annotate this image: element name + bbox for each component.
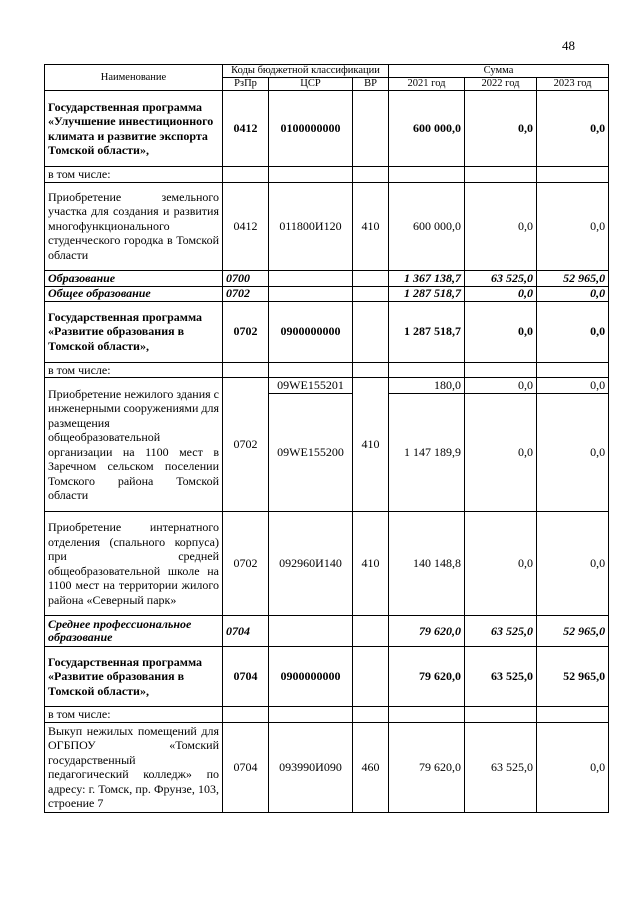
row-2022: 0,0 [465,378,537,394]
table-row-college [45,722,609,812]
table-row-vocational [45,616,609,647]
row-vr: 410 [353,378,389,512]
table-row-school-building [45,378,609,394]
row-2022: 0,0 [465,301,537,362]
row-rzpr: 0702 [223,286,269,301]
row-csr: 093990И090 [269,722,353,812]
row-name: в том числе: [45,707,223,723]
header-sum-group: Сумма [389,65,609,78]
header-2022: 2022 год [465,78,537,91]
row-csr: 0900000000 [269,647,353,707]
table-row-general-education [45,286,609,301]
table-row-gp-edu-1 [45,301,609,362]
header-rzpr: РзПр [223,78,269,91]
row-rzpr: 0412 [223,182,269,270]
table-row-gp-invest [45,91,609,167]
row-vr: 460 [353,722,389,812]
table-row-incl-2 [45,362,609,378]
row-vr: 410 [353,182,389,270]
row-name: в том числе: [45,362,223,378]
row-name: Приобретение земельного участка для создания и развития многофункционального студенческого городка в Томской области [45,182,223,270]
header-row-top [45,65,609,78]
row-2021: 1 367 138,7 [389,270,465,286]
row-rzpr: 0704 [223,616,269,647]
row-2023: 52 965,0 [537,647,609,707]
table-row-incl-3 [45,707,609,723]
row-name: Государственная программа «Развитие образования в Томской области», [45,301,223,362]
row-2021: 79 620,0 [389,647,465,707]
row-2021: 79 620,0 [389,722,465,812]
row-name: Среднее профессиональное образование [45,616,223,647]
row-2021: 600 000,0 [389,182,465,270]
row-2022: 63 525,0 [465,616,537,647]
header-vr: ВР [353,78,389,91]
page-number: 48 [562,38,575,53]
row-csr: 09WE155200 [269,394,353,512]
row-2021: 180,0 [389,378,465,394]
row-rzpr: 0412 [223,91,269,167]
row-name: Приобретение нежилого здания с инженерными сооружениями для размещения общеобразовательной организации на 1100 мест в Заречном сельском поселении Томского района Томской области [45,378,223,512]
row-csr: 0900000000 [269,301,353,362]
row-2023: 0,0 [537,301,609,362]
row-rzpr: 0702 [223,378,269,512]
row-2021: 1 287 518,7 [389,301,465,362]
row-rzpr: 0702 [223,512,269,616]
header-codes-group: Коды бюджетной классификации [223,65,389,78]
row-vr: 410 [353,512,389,616]
row-2023: 0,0 [537,286,609,301]
row-2023: 0,0 [537,394,609,512]
row-2021: 79 620,0 [389,616,465,647]
row-csr: 092960И140 [269,512,353,616]
row-rzpr: 0704 [223,722,269,812]
row-2021: 140 148,8 [389,512,465,616]
table-row-incl-1 [45,167,609,183]
row-name: Государственная программа «Развитие образования в Томской области», [45,647,223,707]
row-2022: 0,0 [465,91,537,167]
row-name: Выкуп нежилых помещений для ОГБПОУ «Томский государственный педагогический колледж» по адресу: г. Томск, пр. Фрунзе, 103, строение 7 [45,722,223,812]
row-rzpr: 0702 [223,301,269,362]
row-2022: 0,0 [465,182,537,270]
row-2022: 63 525,0 [465,270,537,286]
row-2022: 0,0 [465,394,537,512]
row-2023: 0,0 [537,378,609,394]
row-2021: 1 147 189,9 [389,394,465,512]
header-csr: ЦСР [269,78,353,91]
row-rzpr: 0700 [223,270,269,286]
row-2023: 52 965,0 [537,270,609,286]
row-2022: 0,0 [465,286,537,301]
row-rzpr: 0704 [223,647,269,707]
row-name: в том числе: [45,167,223,183]
row-vr [353,91,389,167]
table-row-gp-edu-2 [45,647,609,707]
row-2023: 52 965,0 [537,616,609,647]
row-2023: 0,0 [537,182,609,270]
row-csr: 0100000000 [269,91,353,167]
row-2021: 600 000,0 [389,91,465,167]
header-2021: 2021 год [389,78,465,91]
row-name: Государственная программа «Улучшение инвестиционного климата и развитие экспорта Томской области», [45,91,223,167]
budget-table [44,64,609,813]
row-name: Приобретение интернатного отделения (спального корпуса) при средней общеобразовательной школе на 1100 мест на территории жилого района «Северный парк» [45,512,223,616]
row-name: Общее образование [45,286,223,301]
row-csr: 09WE155201 [269,378,353,394]
header-2023: 2023 год [537,78,609,91]
table-row-education [45,270,609,286]
table-row-dormitory [45,512,609,616]
row-csr: 011800И120 [269,182,353,270]
header-name: Наименование [45,65,223,91]
row-2022: 63 525,0 [465,647,537,707]
table-row-land [45,182,609,270]
row-2021: 1 287 518,7 [389,286,465,301]
row-2023: 0,0 [537,722,609,812]
row-2023: 0,0 [537,512,609,616]
row-2023: 0,0 [537,91,609,167]
row-2022: 63 525,0 [465,722,537,812]
row-name: Образование [45,270,223,286]
row-2022: 0,0 [465,512,537,616]
